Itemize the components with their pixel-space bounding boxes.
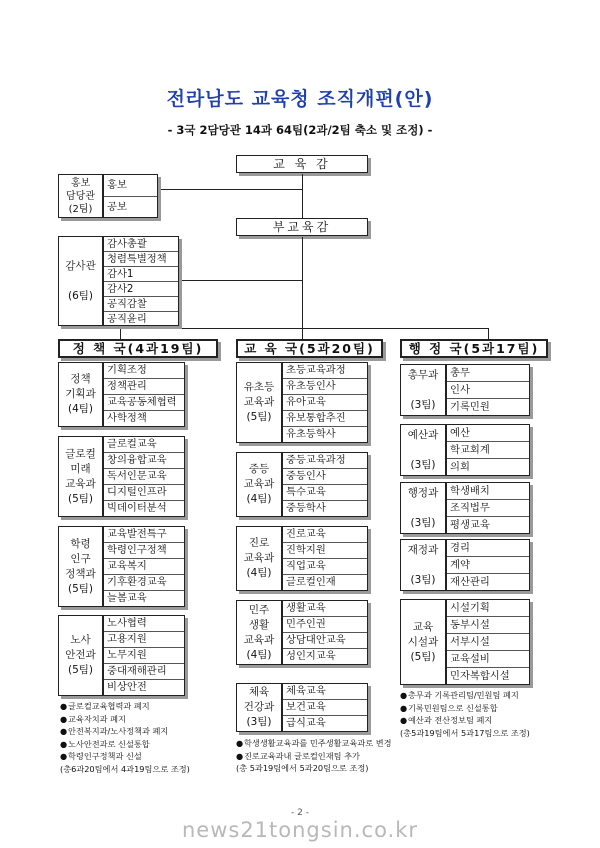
administration-division-teams	[446, 599, 530, 685]
policy-division-teams	[103, 362, 185, 427]
education-division-teams	[282, 452, 368, 517]
team-cell: 시설기획	[447, 600, 529, 617]
team-cell: 상담대안교육	[283, 633, 367, 649]
connector-line	[158, 280, 302, 281]
team-cell: 재산관리	[450, 576, 490, 588]
team-cell: 공직감찰	[104, 297, 178, 312]
note-item: ●예산과 전산정보팀 폐지	[400, 715, 493, 725]
team-cell: 교육설비	[447, 651, 529, 668]
policy-division-teams	[103, 526, 185, 607]
page-subtitle: - 3국 2담당관 14과 64팀(2과/2팀 축소 및 조정) -	[167, 123, 433, 137]
pr-office-teams	[103, 174, 158, 218]
team-cell: 중등학사	[286, 502, 326, 514]
administration-division-teams	[446, 482, 530, 534]
team-cell: 진학지원	[283, 543, 367, 559]
administration-division-teams	[446, 364, 530, 416]
team-cell: 공직윤리	[107, 313, 147, 325]
team-cell: 기획조정	[104, 363, 184, 379]
team-cell: 초등교육과정	[283, 363, 367, 379]
team-cell: 홍보	[104, 175, 157, 197]
note-item: ●학령인구정책과 신설	[60, 751, 142, 761]
page-title: 전라남도 교육청 조직개편(안)	[166, 88, 434, 110]
team-cell: 비상안전	[107, 681, 147, 693]
team-cell: 특수교육	[283, 485, 367, 501]
team-cell: 중등인사	[283, 469, 367, 485]
note-item: ●학생생활교육과를 민주생활교육과로 변경	[236, 738, 392, 748]
team-cell: 유초등학사	[286, 428, 336, 440]
policy-notes	[60, 700, 190, 775]
team-cell: 글로컬인재	[286, 576, 336, 588]
team-cell: 조직법무	[447, 500, 529, 517]
administration-division-name: 행정과 (3팀)	[400, 482, 446, 534]
team-cell: 직업교육	[283, 559, 367, 575]
team-cell: 성인지교육	[286, 650, 336, 662]
administration-division-name: 교육 시설과 (5팀)	[400, 599, 446, 685]
team-cell: 글로컬교육	[104, 437, 184, 453]
connector-line	[488, 328, 489, 339]
note-summary: (총6과20팀에서 4과19팀으로 조정)	[60, 763, 190, 774]
team-cell: 기후환경교육	[104, 575, 184, 591]
team-cell: 유보통합추진	[283, 411, 367, 427]
team-cell: 청렴특별정책	[104, 252, 178, 267]
watermark: news21tongsin.co.kr	[181, 818, 419, 842]
team-cell: 경리	[447, 540, 529, 557]
team-cell: 보건교육	[283, 700, 367, 716]
education-division-name: 유초등 교육과 (5팀)	[236, 362, 282, 443]
team-cell: 학령인구정책	[104, 543, 184, 559]
note-item: ●기록민원팀으로 신설통합	[400, 702, 498, 713]
team-cell: 학교회계	[447, 442, 529, 459]
team-cell: 유초등인사	[283, 379, 367, 395]
education-division-teams	[282, 683, 368, 732]
administration-division-name: 총무과 (3팀)	[400, 364, 446, 416]
team-cell: 교육공동체협력	[104, 395, 184, 411]
education-division-name: 체육 건강과 (3팀)	[236, 683, 282, 732]
note-item: ●총무과 기록관리팀/민원팀 폐지	[400, 690, 519, 700]
team-cell: 늘봄교육	[107, 592, 147, 604]
team-cell: 체육교육	[283, 684, 367, 700]
education-division-teams	[282, 600, 368, 665]
team-cell: 중등교육과정	[283, 453, 367, 469]
team-cell: 서부시설	[447, 634, 529, 651]
note-item: ●진로교육과내 글로컬인재팀 추가	[236, 750, 360, 761]
team-cell: 인사	[447, 382, 529, 399]
connector-line	[120, 328, 488, 329]
team-cell: 감사총괄	[104, 237, 178, 252]
connector-line	[302, 174, 303, 218]
team-cell: 예산	[447, 425, 529, 442]
team-cell: 감사2	[104, 282, 178, 297]
connector-line	[302, 328, 303, 339]
bureau-header-policy: 정 책 국(4과19팀)	[58, 339, 218, 358]
education-division-name: 진로 교육과 (4팀)	[236, 526, 282, 591]
team-cell: 디지털인프라	[104, 485, 184, 501]
superintendent-box: 교 육 감	[236, 155, 368, 173]
team-cell: 급식교육	[286, 717, 326, 729]
team-cell: 평생교육	[450, 519, 490, 531]
team-cell: 민자복합시설	[450, 670, 510, 682]
team-cell: 노사협력	[104, 616, 184, 632]
pr-office-name: 홍보 담당관 (2팀)	[58, 174, 103, 218]
team-cell: 총무	[447, 365, 529, 382]
team-cell: 생활교육	[283, 601, 367, 617]
team-cell: 유아교육	[283, 395, 367, 411]
policy-division-teams	[103, 436, 185, 517]
team-cell: 공보	[107, 201, 127, 213]
policy-division-teams	[103, 615, 185, 696]
note-item: ●안전복지과/노사정책과 폐지	[60, 726, 169, 736]
team-cell: 기록민원	[450, 401, 490, 413]
bureau-header-administration: 행 정 국(5과17팀)	[400, 339, 548, 358]
education-division-name: 민주 생활 교육과 (4팀)	[236, 600, 282, 665]
administration-division-name: 재정과 (3팀)	[400, 539, 446, 591]
education-division-teams	[282, 526, 368, 591]
team-cell: 감사1	[104, 267, 178, 282]
note-summary: (총 5과19팀에서 5과20팀으로 조정)	[236, 763, 369, 773]
administration-division-teams	[446, 424, 530, 476]
education-division-name: 중등 교육과 (4팀)	[236, 452, 282, 517]
administration-notes	[400, 689, 530, 739]
team-cell: 진로교육	[283, 527, 367, 543]
team-cell: 사학정책	[107, 412, 147, 424]
team-cell: 교육복지	[104, 559, 184, 575]
education-division-teams	[282, 362, 368, 443]
team-cell: 빅데이터분석	[107, 502, 167, 514]
page-number: - 2 -	[291, 808, 309, 818]
team-cell: 창의융합교육	[104, 453, 184, 469]
team-cell: 노무지원	[104, 648, 184, 664]
note-summary: (총5과19팀에서 5과17팀으로 조정)	[400, 727, 530, 738]
team-cell: 계약	[447, 557, 529, 574]
connector-line	[302, 237, 303, 328]
policy-division-name: 노사 안전과 (5팀)	[58, 615, 103, 696]
team-cell: 학생배치	[447, 483, 529, 500]
team-cell: 정책관리	[104, 379, 184, 395]
note-item: ●노사안전과로 신설통합	[60, 738, 150, 749]
policy-division-name: 학령 인구 정책과 (5팀)	[58, 526, 103, 607]
policy-division-name: 정책 기획과 (4팀)	[58, 362, 103, 427]
team-cell: 고용지원	[104, 632, 184, 648]
education-notes	[236, 737, 392, 775]
administration-division-teams	[446, 539, 530, 591]
note-item: ●교육자치과 폐지	[60, 713, 126, 724]
team-cell: 독서인문교육	[104, 469, 184, 485]
team-cell: 교육발전특구	[104, 527, 184, 543]
team-cell: 동부시설	[447, 617, 529, 634]
note-item: ●글로컬교육협력과 폐지	[60, 701, 150, 711]
team-cell: 의회	[450, 461, 470, 473]
bureau-header-education: 교 육 국(5과20팀)	[236, 339, 383, 358]
team-cell: 민주인권	[283, 617, 367, 633]
administration-division-name: 예산과 (3팀)	[400, 424, 446, 476]
audit-office-name: 감사관 (6팀)	[58, 236, 103, 326]
audit-office-teams	[103, 236, 179, 326]
deputy-superintendent-box: 부교육감	[236, 218, 368, 236]
connector-line	[120, 328, 121, 339]
team-cell: 중대재해관리	[104, 664, 184, 680]
policy-division-name: 글로컬 미래 교육과 (5팀)	[58, 436, 103, 517]
